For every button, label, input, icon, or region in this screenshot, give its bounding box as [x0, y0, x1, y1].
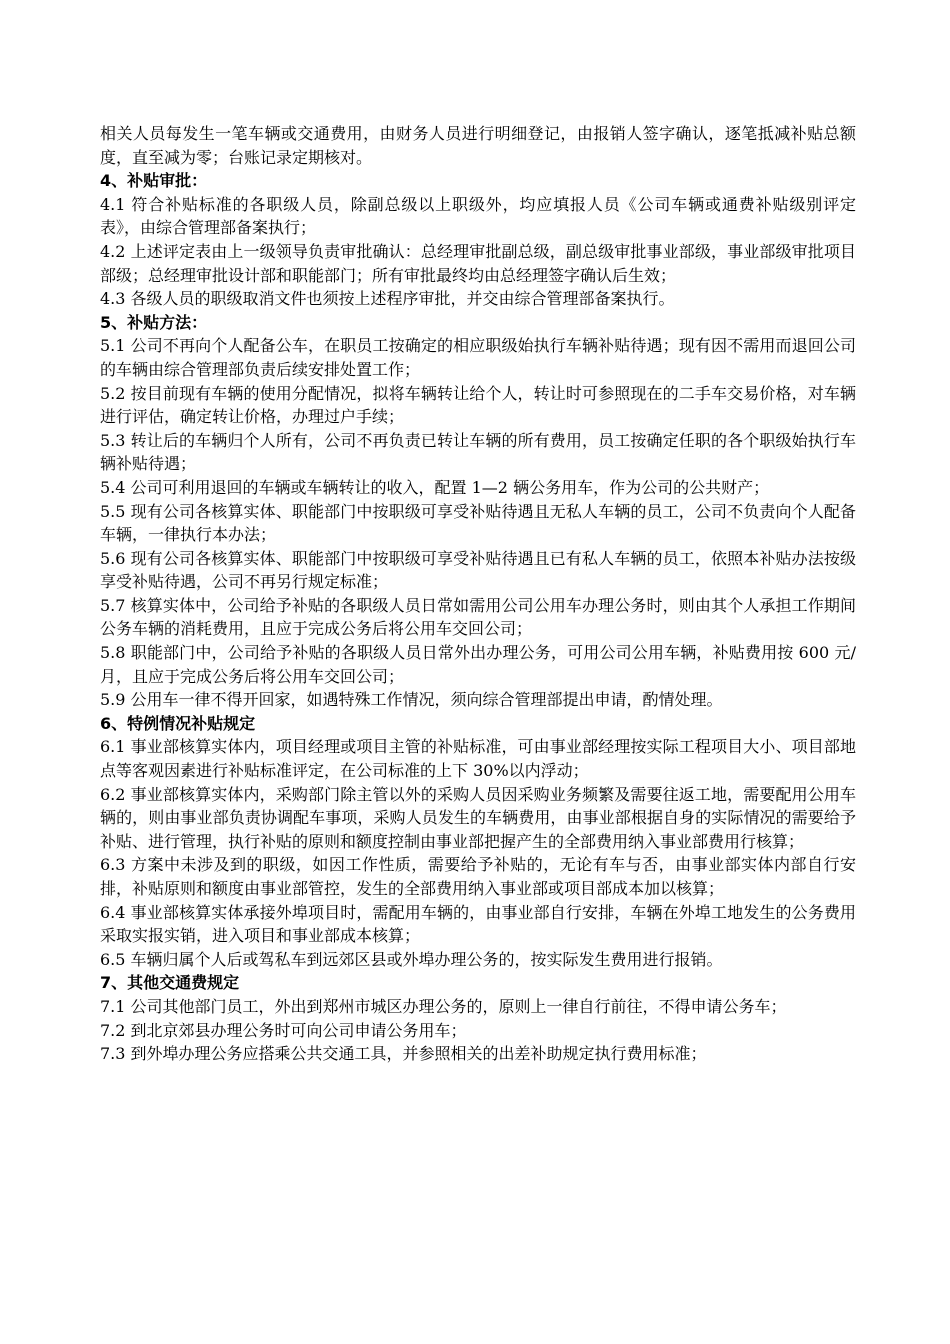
paragraph-5-2: 5.2 按目前现有车辆的使用分配情况，拟将车辆转让给个人，转让时可参照现在的二手车交易价格，对车辆进行评估，确定转让价格，办理过户手续；: [100, 383, 856, 427]
paragraph-ledger-record: 相关人员每发生一笔车辆或交通费用，由财务人员进行明细登记，由报销人签字确认，逐笔抵减补贴总额度，直至减为零；台账记录定期核对。: [100, 124, 856, 167]
paragraph-7-2: 7.2 到北京郊县办理公务时可向公司申请公务用车；: [100, 1020, 467, 1040]
paragraph-4-3: 4.3 各级人员的职级取消文件也须按上述程序审批，并交由综合管理部备案执行。: [100, 289, 675, 309]
paragraph-5-3: 5.3 转让后的车辆归个人所有，公司不再负责已转让车辆的所有费用，员工按确定任职的各个职级始执行车辆补贴待遇；: [100, 430, 856, 474]
paragraph-6-5: 6.5 车辆归属个人后或驾私车到远郊区县或外埠办理公务的，按实际发生费用进行报销。: [100, 949, 723, 969]
section-heading-4: 4、补贴审批：: [100, 171, 208, 191]
section-heading-5: 5、补贴方法：: [100, 312, 208, 332]
document-body: [100, 122, 856, 1066]
paragraph-6-2: 6.2 事业部核算实体内，采购部门除主管以外的采购人员因采购业务频繁及需要往返工地，需要配用公用车辆的，则由事业部负责协调配车事项，采购人员发生的车辆费用，由事业部根据自身的实际情况的需要给予补贴、进行管理，执行补贴的原则和额度控制由事业部把握产生的全部费用纳入事业部费用行核算；: [100, 784, 856, 851]
paragraph-5-8: 5.8 职能部门中，公司给予补贴的各职级人员日常外出办理公务，可用公司公用车辆，补贴费用按 600 元/月，且应于完成公务后将公用车交回公司；: [100, 643, 856, 686]
paragraph-4-2: 4.2 上述评定表由上一级领导负责审批确认：总经理审批副总级，副总级审批事业部级，事业部级审批项目部级；总经理审批设计部和职能部门；所有审批最终均由总经理签字确认后生效；: [100, 241, 856, 285]
paragraph-5-4: 5.4 公司可利用退回的车辆或车辆转让的收入，配置 1—2 辆公务用车，作为公司的公共财产；: [100, 477, 770, 497]
paragraph-7-1: 7.1 公司其他部门员工，外出到郑州市城区办理公务的，原则上一律自行前往，不得申请公务车；: [100, 996, 787, 1016]
paragraph-7-3: 7.3 到外埠办理公务应搭乘公共交通工具，并参照相关的出差补助规定执行费用标准；: [100, 1044, 707, 1064]
paragraph-5-5: 5.5 现有公司各核算实体、职能部门中按职级可享受补贴待遇且无私人车辆的员工，公司不负责向个人配备车辆，一律执行本办法；: [100, 501, 856, 545]
paragraph-6-3: 6.3 方案中未涉及到的职级，如因工作性质，需要给予补贴的，无论有车与否，由事业部实体内部自行安排，补贴原则和额度由事业部管控，发生的全部费用纳入事业部或项目部成本加以核算；: [100, 855, 856, 898]
paragraph-5-6: 5.6 现有公司各核算实体、职能部门中按职级可享受补贴待遇且已有私人车辆的员工，依照本补贴办法按级享受补贴待遇，公司不再另行规定标准；: [100, 548, 856, 592]
paragraph-5-7: 5.7 核算实体中，公司给予补贴的各职级人员日常如需用公司公用车办理公务时，则由其个人承担工作期间公务车辆的消耗费用，且应于完成公务后将公用车交回公司；: [100, 595, 856, 639]
paragraph-6-4: 6.4 事业部核算实体承接外埠项目时，需配用车辆的，由事业部自行安排，车辆在外埠工地发生的公务费用采取实报实销，进入项目和事业部成本核算；: [100, 902, 856, 946]
paragraph-4-1: 4.1 符合补贴标准的各职级人员，除副总级以上职级外，均应填报人员《公司车辆或通费补贴级别评定表》，由综合管理部备案执行；: [100, 194, 856, 238]
section-heading-6: 6、特例情况补贴规定: [100, 713, 256, 733]
section-heading-7: 7、其他交通费规定: [100, 973, 240, 993]
paragraph-5-9: 5.9 公用车一律不得开回家，如遇特殊工作情况，须向综合管理部提出申请，酌情处理。: [100, 690, 723, 710]
paragraph-6-1: 6.1 事业部核算实体内，项目经理或项目主管的补贴标准，可由事业部经理按实际工程项目大小、项目部地点等客观因素进行补贴标准评定，在公司标准的上下 30%以内浮动；: [100, 737, 856, 781]
paragraph-5-1: 5.1 公司不再向个人配备公车，在职员工按确定的相应职级始执行车辆补贴待遇；现有因不需用而退回公司的车辆由综合管理部负责后续安排处置工作；: [100, 336, 856, 379]
